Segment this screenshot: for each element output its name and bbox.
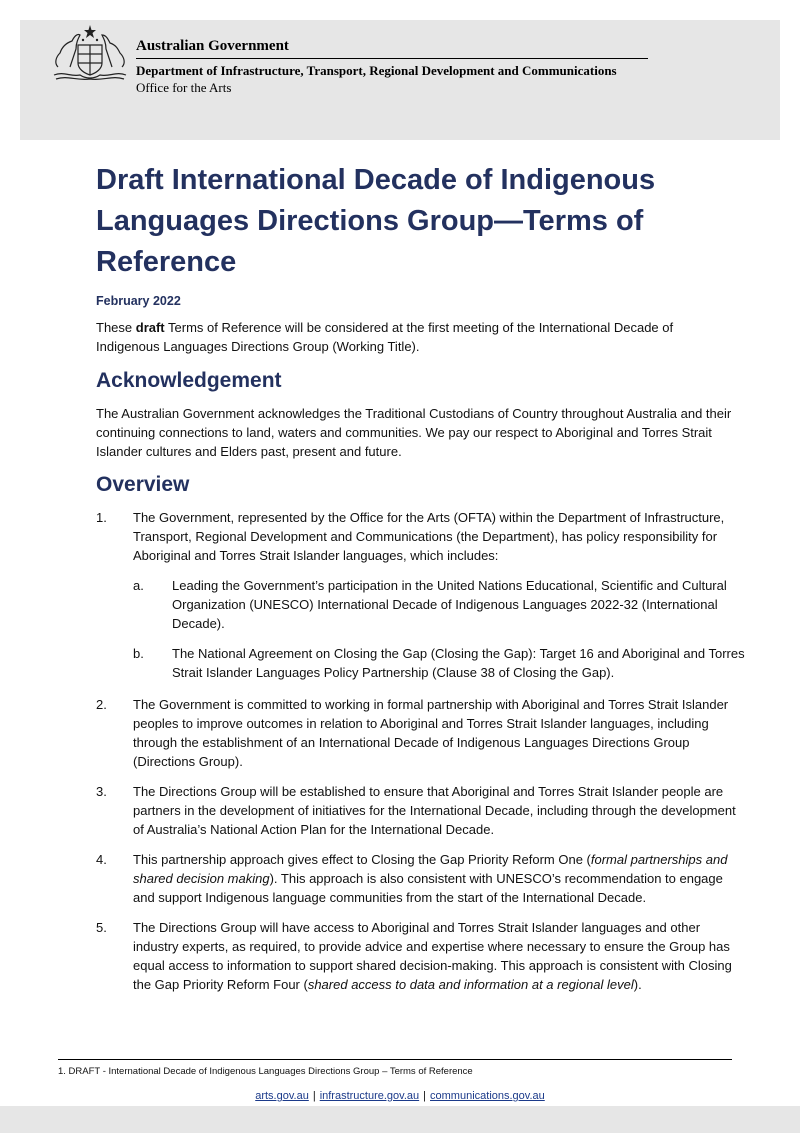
footer-links xyxy=(0,1090,800,1102)
list-item-body xyxy=(133,508,746,684)
list-item-number: 4. xyxy=(96,852,107,867)
list-item xyxy=(96,508,746,684)
department-name: Department of Infrastructure, Transport, Regional Development and Communications xyxy=(136,63,617,78)
sub-item-letter: b. xyxy=(133,646,144,661)
list-item-text: The Directions Group will be established to ensure that Aboriginal and Torres Strait Islander people are partners in the development of initiatives for the International Decade, including through the development of Australia’s National Action Plan for the International Decade. xyxy=(133,784,736,837)
sub-item xyxy=(133,576,746,633)
overview-list xyxy=(96,508,746,1005)
list-item-text: The Government is committed to working in formal partnership with Aboriginal and Torres Strait Islander peoples to improve outcomes in relation to Aboriginal and Torres Strait Islander languages, including through the establishment of an International Decade of Indigenous Languages Directions Group (Directions Group). xyxy=(133,697,729,769)
intro-suffix: Terms of Reference will be considered at the first meeting of the International Decade of Indigenous Languages Directions Group (Working Title). xyxy=(96,320,674,354)
footer-link-arts[interactable]: arts.gov.au xyxy=(255,1090,309,1102)
list-item-text-pre: The Directions Group will have access to Aboriginal and Torres Strait Islander languages and other industry experts, as required, to provide advice and expertise where necessary to ensure the Group has equal access to information to support shared decision-making. This approach is consistent with Closing the Gap Priority Reform Four ( xyxy=(133,920,732,992)
list-item xyxy=(96,918,746,994)
header-divider xyxy=(136,58,648,59)
list-item xyxy=(96,782,746,839)
footer-separator: | xyxy=(312,1090,316,1102)
office-name: Office for the Arts xyxy=(136,80,232,95)
list-item-number: 1. xyxy=(96,510,107,525)
intro-paragraph xyxy=(96,318,736,356)
intro-bold: draft xyxy=(135,320,165,335)
document-title: Draft International Decade of Indigenous Languages Directions Group—Terms of Reference xyxy=(96,164,656,278)
acknowledgement-text: The Australian Government acknowledges the Traditional Custodians of Country throughout Australia and their continuing connections to land, waters and communities. We pay our respect to Aboriginal and Torres Strait Islander cultures and Elders past, present and future. xyxy=(96,406,732,459)
sub-item-text: The National Agreement on Closing the Gap (Closing the Gap): Target 16 and Aboriginal and Torres Strait Islander Languages Policy Partnership (Clause 38 of Closing the Gap). xyxy=(172,646,745,680)
footer-link-communications[interactable]: communications.gov.au xyxy=(430,1090,545,1102)
list-item-text-post: ). This approach is also consistent with UNESCO’s recommendation to engage and support Indigenous language communities from the start of the International Decade. xyxy=(133,871,723,905)
government-name: Australian Government xyxy=(136,38,289,54)
list-item-text-emphasis: formal partnerships and shared decision making xyxy=(133,852,728,886)
footnote: 1. DRAFT - International Decade of Indigenous Languages Directions Group – Terms of Reference xyxy=(58,1066,473,1077)
footnote-divider xyxy=(58,1059,732,1060)
list-item-text: The Government, represented by the Office for the Arts (OFTA) within the Department of Infrastructure, Transport, Regional Development and Communications (the Department), has policy responsibility for Aboriginal and Torres Strait Islander languages, which includes: xyxy=(133,510,725,563)
overview-heading: Overview xyxy=(96,473,190,496)
list-item-number: 3. xyxy=(96,784,107,799)
list-item-text-emphasis: shared access to data and information at a regional level xyxy=(307,977,634,992)
acknowledgement-heading: Acknowledgement xyxy=(96,369,282,392)
header-band xyxy=(20,20,780,140)
sub-item-letter: a. xyxy=(133,578,144,593)
document-date: February 2022 xyxy=(96,294,181,308)
sub-item xyxy=(133,644,746,682)
list-item-text-pre: This partnership approach gives effect to Closing the Gap Priority Reform One ( xyxy=(133,852,591,867)
sub-item-text: Leading the Government’s participation in the United Nations Educational, Scientific and Cultural Organization (UNESCO) International Decade of Indigenous Languages 2022-32 (International Decade). xyxy=(172,578,727,631)
list-item-text xyxy=(133,850,746,907)
intro-prefix: These xyxy=(96,320,136,335)
coat-of-arms-icon xyxy=(50,23,130,83)
list-item-text xyxy=(133,918,746,994)
list-item xyxy=(96,695,746,771)
list-item-number: 2. xyxy=(96,697,107,712)
list-item xyxy=(96,850,746,907)
footer-band xyxy=(0,1106,800,1133)
list-item-text-post: ). xyxy=(633,977,642,992)
footer-separator: | xyxy=(423,1090,427,1102)
list-item-number: 5. xyxy=(96,920,107,935)
footer-link-infrastructure[interactable]: infrastructure.gov.au xyxy=(319,1090,420,1102)
